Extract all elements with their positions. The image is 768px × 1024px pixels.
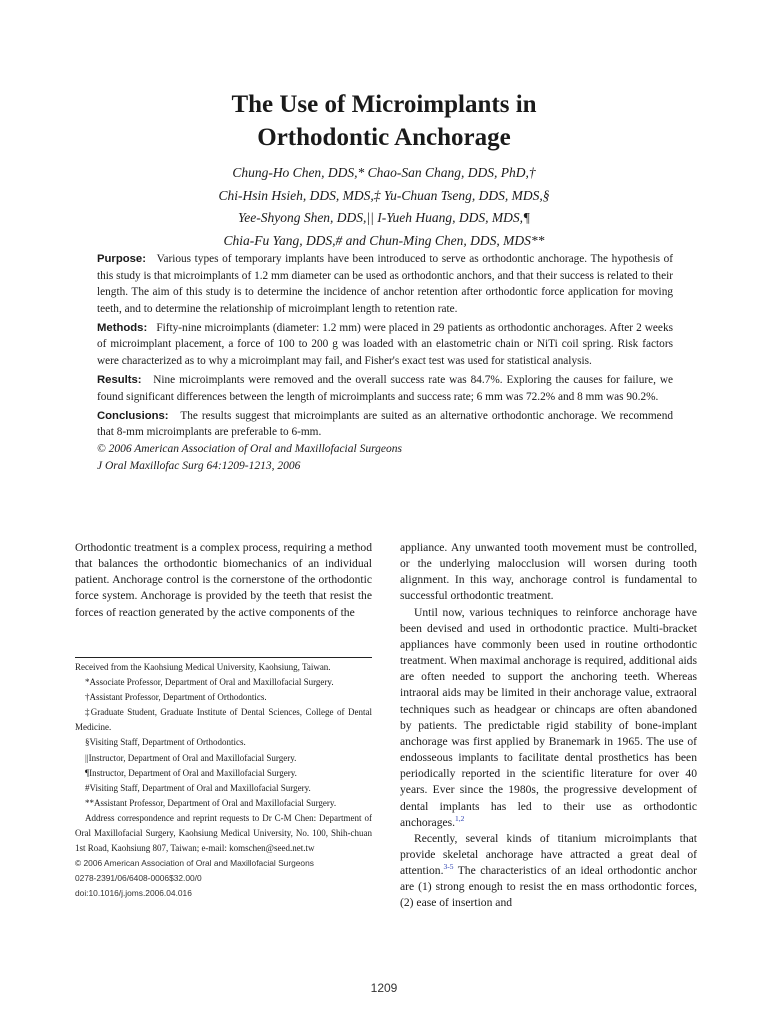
results-heading: Results: xyxy=(97,374,142,387)
abstract-results xyxy=(97,372,673,405)
journal-citation: J Oral Maxillofac Surg 64:1209-1213, 2006 xyxy=(97,459,301,472)
article-title xyxy=(0,88,768,154)
footnote-affiliation: ¶Instructor, Department of Oral and Maxillofacial Surgery. xyxy=(85,767,297,778)
conclusions-heading: Conclusions: xyxy=(97,409,169,422)
page-number: 1209 xyxy=(370,981,398,995)
author-line: Chia-Fu Yang, DDS,# and Chun-Ming Chen, DDS, MDS** xyxy=(223,232,545,248)
footnote-affiliation: ||Instructor, Department of Oral and Maxillofacial Surgery. xyxy=(85,752,297,763)
body-paragraph-text: The characteristics of an ideal orthodontic anchor are (1) strong enough to resist the en mass orthodontic forces, (2) ease of insertion and xyxy=(400,864,697,910)
reference-citation[interactable]: 1,2 xyxy=(455,813,465,823)
footnote-affiliation: #Visiting Staff, Department of Oral and Maxillofacial Surgery. xyxy=(85,782,311,793)
abstract-copyright: © 2006 American Association of Oral and Maxillofacial Surgeons xyxy=(97,443,402,456)
footnote-received: Received from the Kaohsiung Medical University, Kaohsiung, Taiwan. xyxy=(75,662,331,672)
body-column-right xyxy=(400,540,697,912)
footnote-affiliation: **Assistant Professor, Department of Oral and Maxillofacial Surgery. xyxy=(85,797,337,808)
author-line: Yee-Shyong Shen, DDS,|| I-Yueh Huang, DDS, MDS,¶ xyxy=(237,210,531,225)
body-paragraph xyxy=(400,831,697,912)
title-line-1: The Use of Microimplants in xyxy=(231,91,537,118)
footnote-doi: doi:10.1016/j.joms.2006.04.016 xyxy=(75,888,192,899)
purpose-text: Various types of temporary implants have been introduced to serve as orthodontic anchorage. The hypothesis of this study is that microimplants of 1.2 mm diameter can be used as orthodontic anchors, and that their success is related to their length. The aim of this study is to determine the incidence of anchor retention after orthodontic force application for moving teeth, and to determine the relationship of microimplant length to retention rate. xyxy=(97,253,673,315)
body-paragraph-text: Recently, several kinds of titanium microimplants that provide skeletal anchorage have attracted a great deal of attention. xyxy=(400,831,697,878)
body-paragraph-text: Until now, various techniques to reinforce anchorage have been devised and used in orthodontic practice. Multi-bracket appliances have commonly been used in routine orthodontic treatment. When maximal anchorage is required, additional aids are often needed to support the anchoring teeth. Whereas intraoral aids may be limited in their anchorage value, extraoral techniques such as headgear or chincaps are often abandoned by patients. The predictable rigid stability of bone-implant anchorage was first applied by Branemark in 1965. The use of endosseous implants to facilitate dental prosthetics has been periodically reported in the scientific literature for over 40 years. Ever since the 1980s, the progressive development of dental implants has led to their use as orthodontic anchorages. xyxy=(400,605,697,829)
title-line-2: Orthodontic Anchorage xyxy=(257,124,511,151)
abstract xyxy=(97,251,673,474)
footnote-correspondence: Address correspondence and reprint requests to Dr C-M Chen: Department of Oral Maxillofacial Surgery, Kaohsiung Medical University, No. 100, Shih-chuan 1st Road, Kaohsiung 807, Taiwan; e-mail: komschen@seed.net.tw xyxy=(75,812,372,854)
footnote-affiliation: §Visiting Staff, Department of Orthodontics. xyxy=(85,737,246,748)
body-paragraph: appliance. Any unwanted tooth movement must be controlled, or the underlying malocclusion will worsen during tooth alignment. In this way, anchorage control is fundamental to successful orthodontic treatment. xyxy=(400,541,697,603)
purpose-heading: Purpose: xyxy=(97,253,146,265)
footnote-affiliation: ‡Graduate Student, Graduate Institute of Dental Sciences, College of Dental Medicine. xyxy=(75,707,372,733)
methods-text: Fifty-nine microimplants (diameter: 1.2 mm) were placed in 29 patients as orthodontic anchorages. After 2 weeks of microimplant placement, a force of 100 to 200 g was loaded with an elastometric chain or NiTi coil spring. Risk factors were characterized as to why a microimplant may fail, and Fisher's exact test was used for statistical analysis. xyxy=(97,321,673,368)
footnote-copyright: © 2006 American Association of Oral and Maxillofacial Surgeons xyxy=(75,858,314,869)
author-list xyxy=(0,162,768,252)
abstract-methods xyxy=(97,320,673,370)
abstract-conclusions xyxy=(97,408,673,441)
body-paragraph: Orthodontic treatment is a complex process, requiring a method that balances the orthodontic biomechanics of an individual patient. Anchorage control is the cornerstone of the orthodontic force system. Anchorage is provided by the teeth that resist the forces of reaction generated by the active components of the xyxy=(75,541,372,619)
reference-citation[interactable]: 3-5 xyxy=(443,862,454,872)
body-column-left xyxy=(75,540,372,621)
conclusions-text: The results suggest that microimplants are suited as an alternative orthodontic anchorage. We recommend that 8-mm microimplants are preferable to 6-mm. xyxy=(97,409,673,439)
footnote-issn: 0278-2391/06/6408-0006$32.00/0 xyxy=(75,873,202,884)
footnote-affiliation: †Assistant Professor, Department of Orthodontics. xyxy=(85,692,267,703)
body-paragraph xyxy=(400,605,697,831)
results-text: Nine microimplants were removed and the overall success rate was 84.7%. Exploring the causes for failure, we found significant differences between the length of microimplants and success rate; 6 mm was 72.2% and 8 mm was 90.2%. xyxy=(97,374,673,403)
abstract-purpose xyxy=(97,251,673,317)
footnote-affiliation: *Associate Professor, Department of Oral and Maxillofacial Surgery. xyxy=(85,677,334,688)
methods-heading: Methods: xyxy=(97,321,148,334)
footnotes xyxy=(75,660,372,902)
author-line: Chung-Ho Chen, DDS,* Chao-San Chang, DDS, PhD,† xyxy=(232,165,536,180)
footnote-divider xyxy=(75,657,372,658)
author-line: Chi-Hsin Hsieh, DDS, MDS,‡ Yu-Chuan Tseng, DDS, MDS,§ xyxy=(218,187,550,203)
